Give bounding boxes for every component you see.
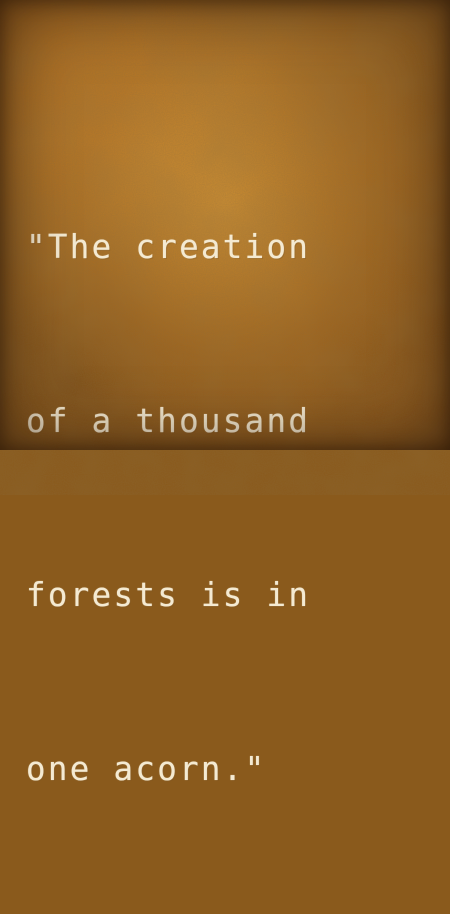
quote-line-1: "The creation: [26, 228, 311, 266]
quote-line-3: forests is in: [26, 576, 311, 614]
quote-line-2: of a thousand: [26, 402, 311, 440]
quote-text: [26, 102, 436, 914]
quote-line-4: one acorn.": [26, 750, 267, 788]
